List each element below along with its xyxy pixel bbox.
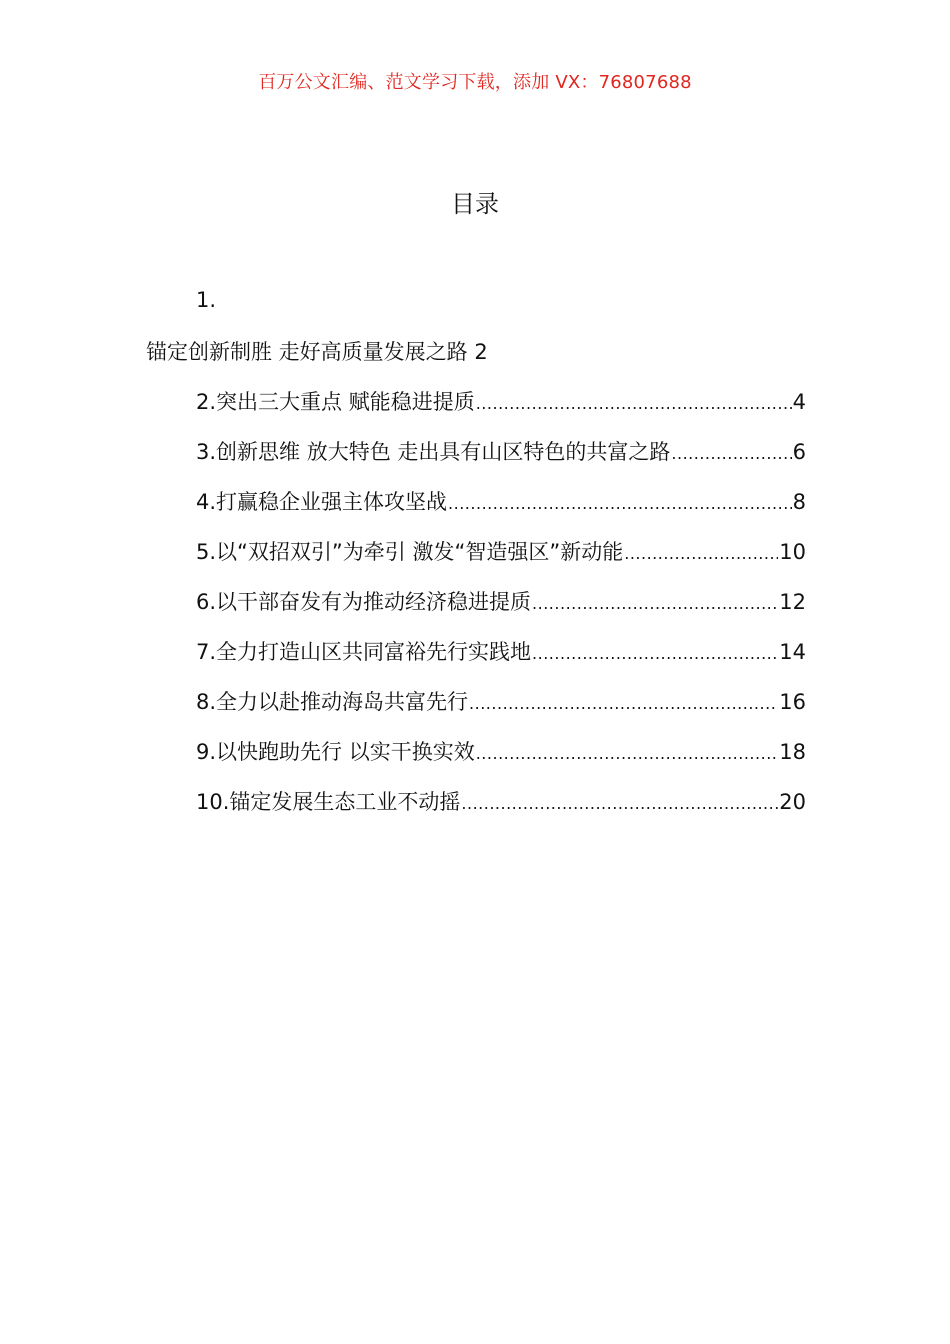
- toc-entry: [196, 786, 806, 836]
- toc-entry-label: 10.锚定发展生态工业不动摇: [196, 790, 461, 814]
- toc-entry-page: 10: [779, 540, 806, 564]
- toc-entry: [196, 486, 806, 536]
- toc-dot-leader: [532, 644, 778, 663]
- toc-list: [196, 386, 806, 836]
- toc-dot-leader: [476, 394, 792, 413]
- toc-entry-page: 8: [792, 490, 806, 514]
- toc-entry: [196, 586, 806, 636]
- download-notice: 百万公文汇编、范文学习下载，添加 VX：76807688: [258, 72, 692, 93]
- toc-dot-leader: [461, 794, 778, 813]
- toc-entry: [196, 536, 806, 586]
- toc-entry-label: 8.全力以赴推动海岛共富先行: [196, 690, 469, 714]
- toc-dot-leader: [448, 494, 792, 513]
- toc-entry-label: 7.全力打造山区共同富裕先行实践地: [196, 640, 532, 664]
- toc-entry-page: 14: [779, 640, 806, 664]
- toc-entry: [196, 386, 806, 436]
- toc-entry-1-number: 1.: [196, 288, 217, 312]
- toc-entry: [196, 436, 806, 486]
- toc-entry-page: 20: [779, 790, 806, 814]
- toc-entry-page: 12: [779, 590, 806, 614]
- toc-entry: [196, 686, 806, 736]
- toc-entry-label: 6.以干部奋发有为推动经济稳进提质: [196, 590, 532, 614]
- toc-dot-leader: [624, 544, 778, 563]
- toc-title: 目录: [451, 190, 499, 218]
- toc-entry-label: 3.创新思维 放大特色 走出具有山区特色的共富之路: [196, 440, 671, 464]
- toc-entry-page: 16: [779, 690, 806, 714]
- toc-dot-leader: [532, 594, 778, 613]
- toc-dot-leader: [671, 444, 791, 463]
- toc-entry-label: 9.以快跑助先行 以实干换实效: [196, 740, 475, 764]
- toc-dot-leader: [469, 694, 778, 713]
- toc-entry-label: 2.突出三大重点 赋能稳进提质: [196, 390, 475, 414]
- toc-entry-page: 4: [792, 390, 806, 414]
- toc-entry-page: 6: [792, 440, 806, 464]
- toc-dot-leader: [476, 744, 779, 763]
- toc-entry-label: 4.打赢稳企业强主体攻坚战: [196, 490, 448, 514]
- toc-entry-1-text: 锚定创新制胜 走好高质量发展之路 2: [146, 340, 488, 364]
- toc-entry: [196, 736, 806, 786]
- toc-entry: [196, 636, 806, 686]
- toc-entry-label: 5.以“双招双引”为牵引 激发“智造强区”新动能: [196, 540, 624, 564]
- toc-entry-page: 18: [779, 740, 806, 764]
